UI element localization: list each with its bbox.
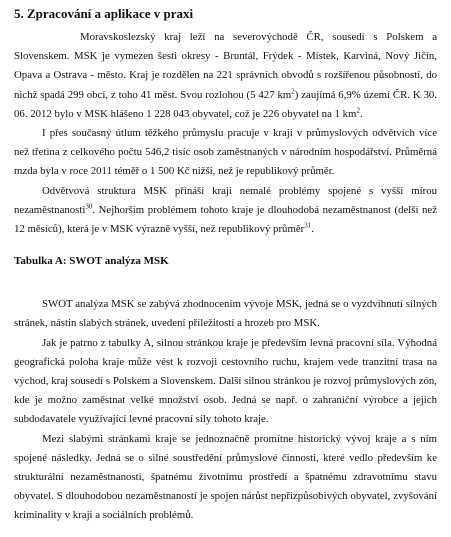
paragraph-text: ) zaujímá 6,9% území ČR. K 30. 06. 2012 bylo v MSK hlášeno 1 228 043 obyvatel, což je 226 obyvatel na 1 km (14, 88, 438, 120)
superscript: 2 (356, 106, 360, 115)
paragraph-text: Jak je patrno z tabulky A, silnou stránkou kraje je především levná pracovní síla. Výhodná geografická poloha kraje může vést k rozvoji cestovního ruchu, krajem vede tranzitní trasa na východ, kraj sousedí s Polskem a Slovenskem. Další silnou stránkou je rozvoj průmyslových zón, kde je možno zaměstnat velké množství osob. Jedná se např. o zahraniční výrobce a jejich subdodavatele využívající levné pracovní síly tohoto kraje. (14, 336, 437, 426)
table-caption: Tabulka A: SWOT analýza MSK (14, 255, 169, 268)
paragraph-text: . Nejhorším problémem tohoto kraje je dlouhodobá nezaměstnanost (delší než 12 měsíců), která je v MSK výrazně vyšší, než republikový průměr (14, 203, 437, 236)
paragraph-weaknesses (14, 430, 437, 526)
paragraph-text: Moravskoslezský kraj leží na severovýchodě ČR, sousedí s Polskem a Slovenskem. MSK je vymezen šesti okresy - Bruntál, Frýdek - Místek, Karviná, Nový Jičín, Opava a Ostrava - město. Kraj je rozdělen na 221 správních obvodů s rozšířenou působností, do nichž spadá 299 obcí, z toho 41 měst. Svou rozlohou (5 427 km (14, 31, 437, 101)
section-heading: 5. Zpracování a aplikace v praxi (14, 6, 194, 21)
paragraph-text: . (359, 107, 363, 120)
paragraph-text: Odvětvová struktura MSK přináší kraji nemalé problémy spojené s vyšší mírou nezaměstnanosti (14, 184, 437, 216)
paragraph-swot-intro (14, 295, 437, 333)
paragraph-unemployment (14, 182, 437, 240)
paragraph-region-intro (14, 28, 437, 124)
paragraph-industry (14, 124, 437, 182)
paragraph-strengths (14, 334, 437, 430)
superscript: 2 (291, 87, 295, 96)
paragraph-text: I přes současný útlum těžkého průmyslu pracuje v kraji v průmyslových odvětvích více než třetina z celkového počtu 546,2 tisíc osob zaměstnaných v národním hospodářství. Průměrná mzda byla v roce 2011 téměř o 1 500 Kč nižší, než je republikový průměr. (14, 127, 437, 178)
footnote-ref: 30 (85, 202, 93, 211)
footnote-ref: 31 (304, 221, 312, 230)
paragraph-text: Mezi slabými stránkami kraje se jednoznačně promítne historický vývoj kraje a s ním spojené následky. Jedná se o silné soustředění průmyslové činnosti, které vedlo především ke strukturální nezaměstnanosti, špatnému životnímu prostředí a špatnému zdravotnímu stavu obyvatel. S dlouhodobou nezaměstnaností je spojen nárůst nepřizpůsobivých obyvatel, zvyšování kriminality v kraji a sociálních problémů. (14, 432, 437, 522)
paragraph-text: . (311, 223, 314, 236)
paragraph-text: SWOT analýza MSK se zabývá zhodnocením vývoje MSK, jedná se o vyzdvihnutí silných stránek, nástin slabých stránek, uvedení příležitostí a hrozeb pro MSK. (14, 298, 437, 330)
